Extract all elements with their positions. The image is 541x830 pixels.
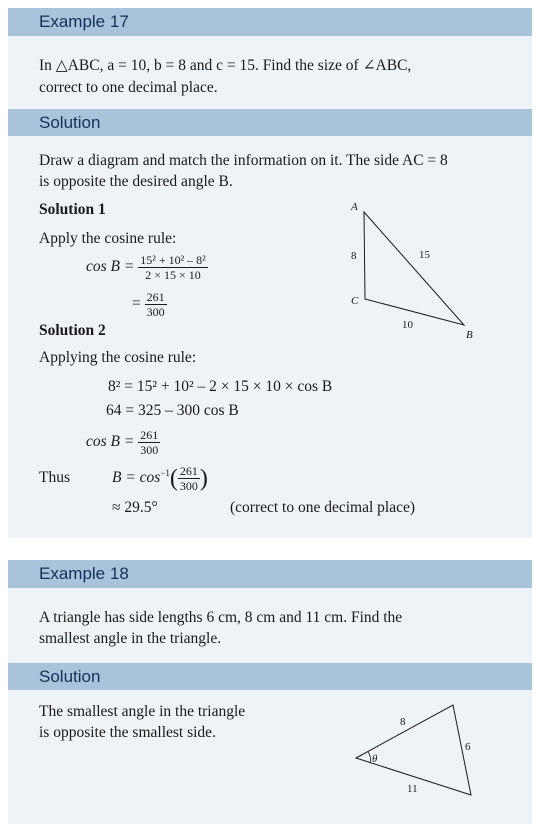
- ex18-side-11: 11: [407, 783, 418, 795]
- ex17-frac-3-den: 300: [140, 443, 159, 457]
- ex17-side-ab: 15: [419, 249, 430, 261]
- ex18-solution-header: Solution: [8, 663, 532, 690]
- ex17-frac-1-den: 2 × 15 × 10: [145, 268, 201, 282]
- ex17-vertex-a: A: [351, 201, 358, 213]
- ex18-triangle: [356, 705, 471, 795]
- ex17-solution-2-label: Solution 2: [39, 322, 106, 339]
- ex17-sol1-apply: Apply the cosine rule:: [39, 230, 177, 247]
- ex18-side-8: 8: [400, 716, 406, 728]
- ex17-frac-4-den: 300: [179, 479, 198, 493]
- ex17-problem-line-1: In △ABC, a = 10, b = 8 and c = 15. Find the size of ∠ABC,: [39, 57, 412, 74]
- ex17-b-eq: B = cos: [112, 469, 161, 487]
- ex17-solution-1-label: Solution 1: [39, 201, 106, 218]
- example-18-box: [8, 560, 532, 824]
- ex17-frac-4-num: 261: [179, 464, 198, 478]
- ex18-problem-line-2: smallest angle in the triangle.: [39, 630, 222, 647]
- ex17-frac-3-num: 261: [140, 428, 159, 442]
- ex18-answer-line-1: The smallest angle in the triangle: [39, 703, 246, 720]
- example-18-title: Example 18: [8, 560, 532, 588]
- ex18-side-6: 6: [465, 741, 471, 753]
- ex18-angle-theta: θ: [372, 753, 378, 765]
- ex17-sol2-line-3: [86, 428, 160, 457]
- ex17-thus-eq: $B = \cos^{-1}$( $\frac{261}{300}$ ): [112, 464, 208, 493]
- ex17-side-cb: 10: [402, 319, 413, 331]
- ex17-sol2-line-1: 8² = 15² + 10² – 2 × 15 × 10 × cos B: [108, 378, 333, 395]
- ex17-sol2-cosb: cos B =: [86, 433, 135, 451]
- ex17-inverse: −1: [160, 467, 170, 478]
- ex17-triangle: [364, 212, 464, 325]
- ex17-problem-line-2: correct to one decimal place.: [39, 79, 218, 96]
- ex18-triangle-diagram: [348, 698, 498, 808]
- ex17-side-ac: 8: [351, 250, 357, 262]
- ex17-approx-note: (correct to one decimal place): [230, 499, 416, 516]
- example-17-title: Example 17: [8, 8, 532, 36]
- ex17-frac-1: [138, 253, 208, 282]
- ex17-frac-3: [138, 428, 160, 457]
- ex17-sol2-apply: Applying the cosine rule:: [39, 349, 197, 366]
- ex18-answer-line-2: is opposite the smallest side.: [39, 724, 216, 741]
- ex17-frac-2: [145, 290, 167, 319]
- ex17-eq-sign: =: [132, 295, 141, 313]
- ex17-frac-4: [178, 464, 200, 493]
- ex17-vertex-b: B: [466, 329, 473, 338]
- ex17-intro-line-1: Draw a diagram and match the information on it. The side AC = 8: [39, 152, 448, 169]
- ex17-vertex-c: C: [351, 295, 359, 307]
- ex17-approx: ≈ 29.5°: [112, 499, 158, 516]
- ex17-solution-header: Solution: [8, 109, 532, 136]
- ex17-frac-1-num: 15² + 10² – 8²: [140, 253, 206, 267]
- ex17-sol1-eq1: [86, 253, 208, 282]
- ex17-triangle-diagram: [338, 198, 488, 338]
- ex18-angle-arc: [368, 752, 370, 763]
- ex17-thus: Thus: [39, 469, 70, 486]
- ex17-frac-2-den: 300: [146, 305, 165, 319]
- ex17-sol1-eq2: [132, 290, 167, 319]
- ex17-intro-line-2: is opposite the desired angle B.: [39, 173, 233, 190]
- ex17-frac-2-num: 261: [146, 290, 165, 304]
- example-17-box: [8, 8, 532, 538]
- ex18-problem-line-1: A triangle has side lengths 6 cm, 8 cm and 11 cm. Find the: [39, 609, 403, 626]
- ex17-sol2-line-2: 64 = 325 – 300 cos B: [106, 402, 239, 419]
- ex17-cosb-lhs: cos B =: [86, 258, 135, 276]
